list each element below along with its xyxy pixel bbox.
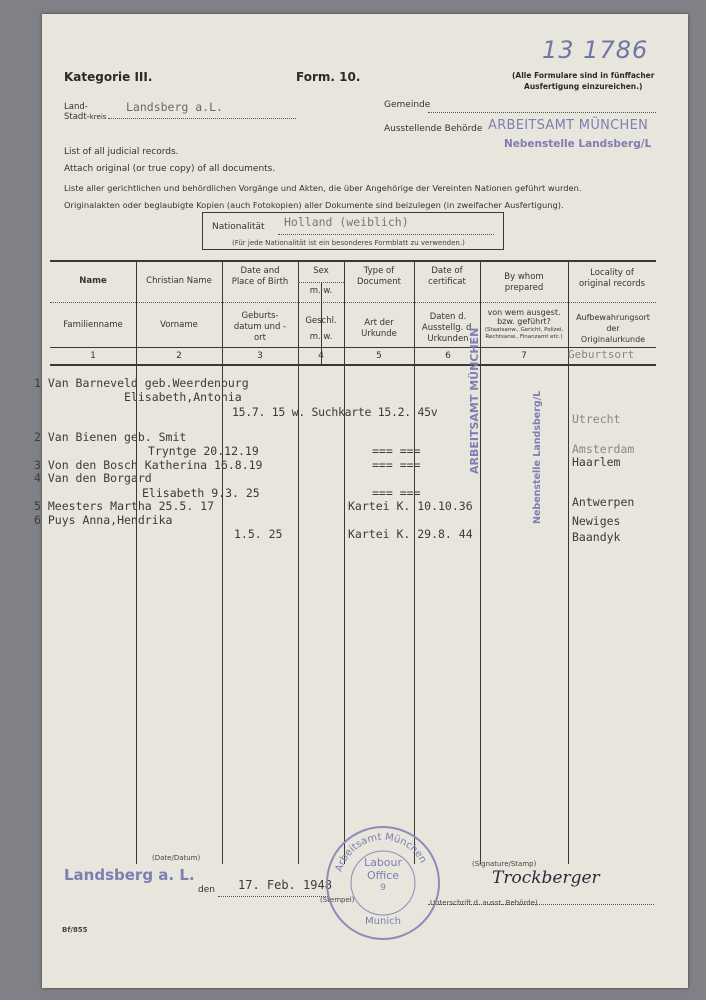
col-prepared-note: (Staatsanw., Gericht, Polizei, Rechtsanw., Finanzamt etc.) xyxy=(484,327,564,340)
col-locality-typed: Geburtsort xyxy=(568,348,635,361)
col-date-en: Date of certificat xyxy=(428,266,466,287)
col-christian-en: Christian Name xyxy=(146,276,212,286)
col-sex-de: Geschl. xyxy=(305,316,337,326)
row4-line3: === === xyxy=(372,486,421,500)
row5-line1: 5 Meesters Martha 25.5. 17 xyxy=(34,499,215,513)
copies-note xyxy=(512,70,654,92)
gemeinde-label: Gemeinde xyxy=(384,100,431,110)
nationality-note: (Für jede Nationalität ist ein besonderes Formblatt zu verwenden.) xyxy=(232,239,465,247)
kategorie-label: Kategorie III. xyxy=(64,70,153,84)
instruction-4: Originalakten oder beglaubigte Kopien (auch Fotokopien) aller Dokumente sind beizulegen (in zweifacher Ausfertigung). xyxy=(64,200,564,210)
row3-place: Haarlem xyxy=(572,455,621,469)
instruction-2: Attach original (or true copy) of all documents. xyxy=(64,164,276,174)
row2-place: Amsterdam xyxy=(572,442,635,456)
nationality-value: Holland (weiblich) xyxy=(284,215,409,229)
round-stamp-office: Office xyxy=(366,869,400,882)
col-birth-de: Geburts- datum und -ort xyxy=(233,311,287,343)
col-locality-en: Locality of original records xyxy=(578,268,646,289)
row5-line2: Kartei K. 10.10.36 xyxy=(348,499,473,513)
col-num-5: 5 xyxy=(376,351,382,361)
instruction-1: List of all judicial records. xyxy=(64,147,179,157)
col-date-de: Daten d. Ausstellg. d. Urkunden xyxy=(421,312,475,344)
row3-line2: === === xyxy=(372,458,421,472)
col-prepared-de: von wem ausgest. bzw. geführt? xyxy=(487,308,561,326)
col-num-1: 1 xyxy=(90,351,96,361)
col-num-6: 6 xyxy=(445,351,451,361)
vertical-stamp-line1: ARBEITSAMT MÜNCHEN xyxy=(468,327,481,474)
col-christian-de: Vorname xyxy=(160,320,198,330)
round-stamp-number: 9 xyxy=(380,883,386,893)
round-stamp-munich: Munich xyxy=(365,916,401,927)
col-locality-de: Aufbewahrungsort der Originalurkunde xyxy=(576,313,650,344)
col-sex-en2: m. w. xyxy=(309,286,333,296)
col-num-2: 2 xyxy=(176,351,182,361)
col-sex-en: Sex xyxy=(313,266,329,276)
row4-place: Antwerpen xyxy=(572,495,635,509)
document-sheet xyxy=(34,14,688,988)
nationality-label: Nationalität xyxy=(212,222,265,232)
row6-line2: 1.5. 25 xyxy=(234,527,283,541)
col-type-en: Type of Document xyxy=(356,266,402,287)
vertical-stamp-sub xyxy=(532,391,543,524)
form-label: Form. 10. xyxy=(296,70,361,84)
behoerde-label: Ausstellende Behörde xyxy=(384,124,483,134)
row6-line3: Kartei K. 29.8. 44 xyxy=(348,527,473,541)
row3-line1: 3 Von den Bosch Katherina 16.8.19 xyxy=(34,458,263,472)
row5-place: Newiges xyxy=(572,514,621,528)
landkreis-label-stadt: Stadt- xyxy=(64,112,90,122)
date-value: 17. Feb. 1948 xyxy=(238,878,332,892)
col-prepared-en: By whom prepared xyxy=(504,272,544,293)
row4-line1: 4 Van den Borgard xyxy=(34,471,152,485)
row2-line1: 2 Van Bienen geb. Smit xyxy=(34,430,187,444)
vertical-stamp xyxy=(468,274,482,474)
row1-place: Utrecht xyxy=(572,412,621,426)
landkreis-label xyxy=(64,102,106,122)
row1-line2: Elisabeth,Antonia xyxy=(124,390,242,404)
col-num-4: 4 xyxy=(318,351,324,361)
date-label: (Date/Datum) xyxy=(152,854,201,862)
landkreis-label-land: Land- xyxy=(64,102,88,112)
round-stamp xyxy=(326,826,440,940)
behoerde-stamp-line1: ARBEITSAMT MÜNCHEN xyxy=(488,118,649,133)
instruction-3: Liste aller gerichtlichen und behördlichen Vorgänge und Akten, die über Angehörige der Vereinten Nationen geführt wurden. xyxy=(64,183,582,193)
col-name-de: Familienname xyxy=(63,320,123,330)
landkreis-label-kreis: kreis xyxy=(89,113,107,121)
col-sex-de2: m. w. xyxy=(309,332,333,342)
row6-line1: 6 Puys Anna,Hendrika xyxy=(34,513,173,527)
row2-line3: === === xyxy=(372,444,421,458)
signature-label: (Signature/Stamp) xyxy=(472,860,537,868)
row1-line3: 15.7. 15 w. Suchkarte 15.2. 45v xyxy=(232,405,438,419)
row2-line2: Tryntge 20.12.19 xyxy=(148,444,259,458)
copies-note-line1: (Alle Formulare sind in fünffacher xyxy=(512,71,655,80)
landkreis-value: Landsberg a.L. xyxy=(126,100,223,114)
signature: Trockberger xyxy=(492,868,600,888)
col-birth-en: Date and Place of Birth xyxy=(231,266,289,287)
round-stamp-labour: Labour xyxy=(363,856,403,869)
row1-line1: 1 Van Barneveld geb.Weerdenburg xyxy=(34,376,249,390)
den-label: den xyxy=(198,885,215,895)
copies-note-line2: Ausfertigung einzureichen.) xyxy=(524,82,643,91)
stempel-label: (Stempel) xyxy=(320,896,355,904)
form-code: Bf/855 xyxy=(62,926,88,934)
archive-number: 13 1786 xyxy=(542,36,649,64)
round-stamp-ring: Arbeitsamt München xyxy=(333,831,429,874)
row6-place: Baandyk xyxy=(572,530,621,544)
col-num-3: 3 xyxy=(257,351,263,361)
behoerde-stamp-line2: Nebenstelle Landsberg/L xyxy=(504,138,652,150)
vertical-stamp-line2: Nebenstelle Landsberg/L xyxy=(532,390,543,524)
col-num-7: 7 xyxy=(521,351,527,361)
place-value: Landsberg a. L. xyxy=(64,866,195,884)
col-name-en: Name xyxy=(79,276,107,286)
col-type-de: Art der Urkunde xyxy=(361,318,397,339)
row4-line2: Elisabeth 9.3. 25 xyxy=(142,486,260,500)
unterschrift-label: Unterschrift d. ausst. Behörde) xyxy=(430,899,538,907)
